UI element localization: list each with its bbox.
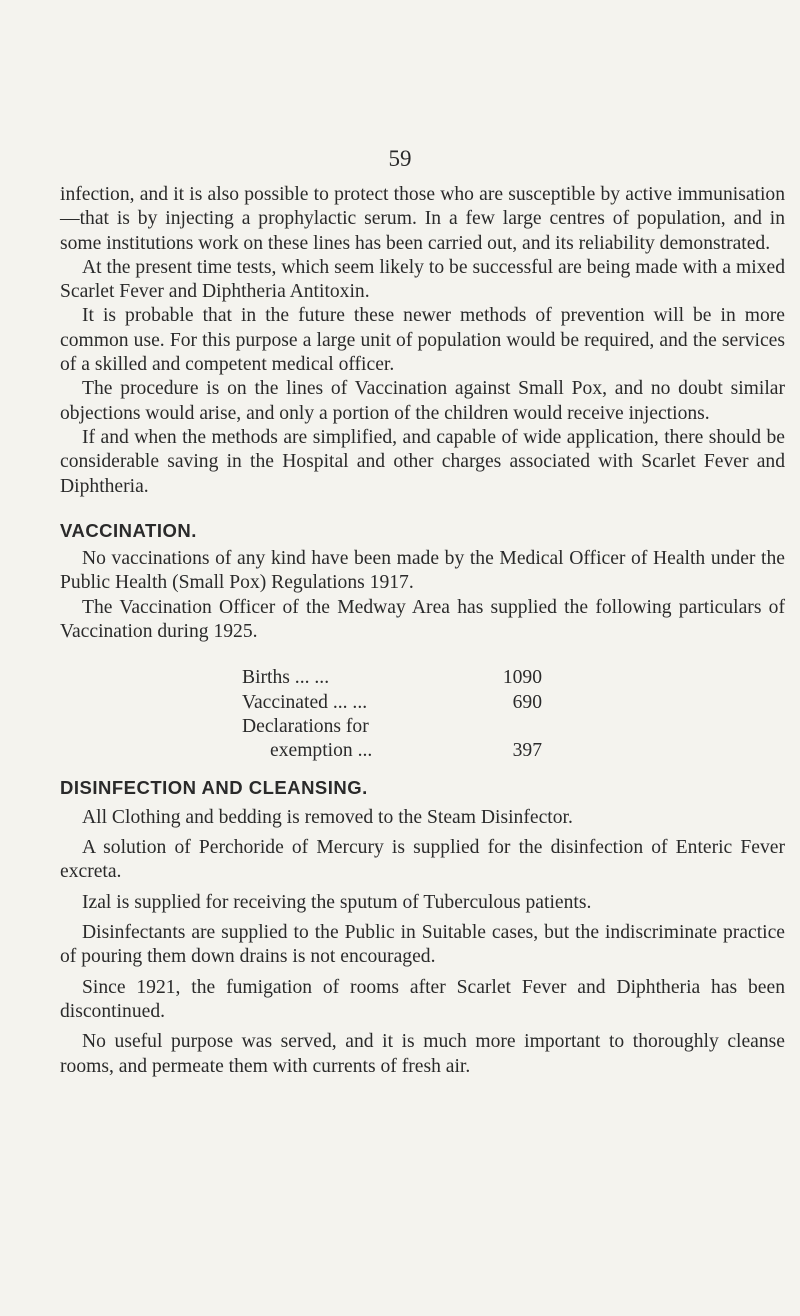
stat-value: 397 xyxy=(512,740,542,762)
vaccination-paragraph: No vaccinations of any kind have been made by the Medical Officer of Health under the Public Health (Small Pox) Regulations 1917. xyxy=(60,548,785,594)
intro-paragraph: It is probable that in the future these newer methods of prevention will be in more common use. For this purpose a large unit of population would be required, and the services of a skilled and competent medical officer. xyxy=(60,305,785,376)
disinfection-paragraph: No useful purpose was served, and it is much more important to thoroughly cleanse rooms, and permeate them with currents of fresh air. xyxy=(60,1031,785,1077)
stat-row xyxy=(242,739,542,763)
intro-paragraph: If and when the methods are simplified, and capable of wide application, there should be considerable saving in the Hospital and other charges associated with Scarlet Fever and Diphtheria. xyxy=(60,426,785,497)
vaccination-paragraph: The Vaccination Officer of the Medway Area has supplied the following particulars of Vaccination during 1925. xyxy=(60,596,785,643)
intro-paragraph: At the present time tests, which seem likely to be successful are being made with a mixed Scarlet Fever and Diphtheria Antitoxin. xyxy=(60,256,785,303)
intro-paragraph: The procedure is on the lines of Vaccination against Small Pox, and no doubt similar objections would arise, and only a portion of the children would receive injections. xyxy=(60,378,785,424)
stat-label: Vaccinated ... ... xyxy=(242,691,368,713)
stat-label: exemption ... xyxy=(270,740,373,762)
disinfection-paragraph: Since 1921, the fumigation of rooms after Scarlet Fever and Diphtheria has been discontinued. xyxy=(60,976,785,1022)
disinfection-paragraph: Izal is supplied for receiving the sputum of Tuberculous patients. xyxy=(82,891,592,913)
disinfection-paragraph: A solution of Perchoride of Mercury is supplied for the disinfection of Enteric Fever excreta. xyxy=(60,837,785,883)
vaccination-stats-table xyxy=(242,666,542,763)
disinfection-paragraph: Disinfectants are supplied to the Public in Suitable cases, but the indiscriminate practice of pouring them down drains is not encouraged. xyxy=(60,922,785,968)
disinfection-paragraph: All Clothing and bedding is removed to the Steam Disinfector. xyxy=(82,806,573,828)
stat-label: Births ... ... xyxy=(242,667,330,689)
intro-paragraph: infection, and it is also possible to protect those who are susceptible by active immunisation—that is by injecting a prophylactic serum. In a few large centres of population, and in some institutions work on these lines has been carried out, and its reliability demonstrated. xyxy=(60,184,785,254)
document-body xyxy=(60,183,785,1079)
stat-row xyxy=(242,715,542,739)
section-heading-vaccination: VACCINATION. xyxy=(60,519,197,541)
stat-label: Declarations for xyxy=(242,715,369,737)
stat-row xyxy=(242,666,542,690)
stat-value: 1090 xyxy=(502,667,542,689)
section-heading-disinfection: DISINFECTION AND CLEANSING. xyxy=(60,776,368,798)
stat-row xyxy=(242,691,542,715)
page-number: 59 xyxy=(388,146,412,171)
stat-value: 690 xyxy=(512,691,542,713)
